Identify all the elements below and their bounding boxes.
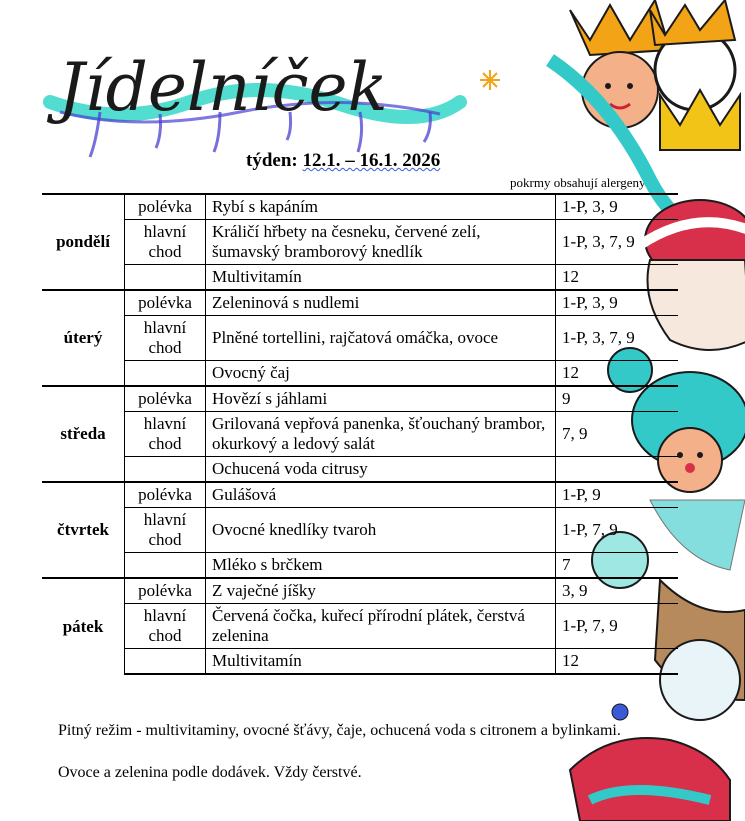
menu-row	[42, 220, 678, 265]
dish-name: Mléko s brčkem	[206, 553, 556, 579]
dish-name: Multivitamín	[206, 649, 556, 675]
menu-row	[42, 482, 678, 508]
course-type: polévka	[125, 578, 206, 604]
dish-name: Rybí s kapáním	[206, 194, 556, 220]
menu-row	[42, 290, 678, 316]
dish-name: Králičí hřbety na česneku, červené zelí, šumavský bramborový knedlík	[206, 220, 556, 265]
dish-name: Červená čočka, kuřecí přírodní plátek, čerstvá zelenina	[206, 604, 556, 649]
day-name: pondělí	[42, 194, 125, 290]
footer	[58, 720, 658, 804]
week-line	[246, 150, 440, 172]
course-type: hlavní chod	[125, 316, 206, 361]
allergens: 1-P, 3, 9	[556, 194, 679, 220]
course-type	[125, 649, 206, 675]
menu-table	[42, 193, 678, 675]
day-name: středa	[42, 386, 125, 482]
dish-name: Ovocný čaj	[206, 361, 556, 387]
allergens: 12	[556, 265, 679, 291]
dish-name: Hovězí s jáhlami	[206, 386, 556, 412]
day-name: čtvrtek	[42, 482, 125, 578]
dish-name: Gulášová	[206, 482, 556, 508]
allergens: 9	[556, 386, 679, 412]
menu-row	[42, 508, 678, 553]
course-type	[125, 361, 206, 387]
allergens: 12	[556, 361, 679, 387]
course-type	[125, 457, 206, 483]
allergens: 1-P, 3, 7, 9	[556, 220, 679, 265]
course-type: hlavní chod	[125, 220, 206, 265]
menu-row	[42, 457, 678, 483]
course-type: hlavní chod	[125, 412, 206, 457]
day-name: úterý	[42, 290, 125, 386]
menu-row	[42, 578, 678, 604]
menu-row	[42, 265, 678, 291]
allergens: 1-P, 9	[556, 482, 679, 508]
allergens: 7	[556, 553, 679, 579]
course-type: hlavní chod	[125, 508, 206, 553]
drinks-note: Pitný režim - multivitaminy, ovocné šťávy, čaje, ochucená voda s citronem a bylinkami.	[58, 722, 621, 739]
dish-name: Plněné tortellini, rajčatová omáčka, ovoce	[206, 316, 556, 361]
dish-name: Multivitamín	[206, 265, 556, 291]
dish-name: Ochucená voda citrusy	[206, 457, 556, 483]
title-text: Jídelníček	[58, 49, 388, 126]
week-prefix: týden:	[246, 150, 298, 171]
menu-row	[42, 316, 678, 361]
course-type	[125, 265, 206, 291]
allergens: 1-P, 7, 9	[556, 604, 679, 649]
menu-row	[42, 649, 678, 675]
course-type: polévka	[125, 194, 206, 220]
allergens: 3, 9	[556, 578, 679, 604]
menu-row	[42, 553, 678, 579]
dish-name: Zeleninová s nudlemi	[206, 290, 556, 316]
course-type: polévka	[125, 386, 206, 412]
allergens: 1-P, 7, 9	[556, 508, 679, 553]
allergens: 7, 9	[556, 412, 679, 457]
produce-note: Ovoce a zelenina podle dodávek. Vždy čerstvé.	[58, 764, 362, 781]
menu-row	[42, 386, 678, 412]
dish-name: Ovocné knedlíky tvaroh	[206, 508, 556, 553]
allergen-note: pokrmy obsahují alergeny	[510, 175, 646, 190]
dish-name: Grilovaná vepřová panenka, šťouchaný brambor, okurkový a ledový salát	[206, 412, 556, 457]
week-dates: 12.1. – 16.1. 2026	[302, 150, 441, 171]
menu-row	[42, 194, 678, 220]
menu-row	[42, 604, 678, 649]
menu-row	[42, 361, 678, 387]
course-type	[125, 553, 206, 579]
allergens: 12	[556, 649, 679, 675]
allergens: 1-P, 3, 9	[556, 290, 679, 316]
day-name: pátek	[42, 578, 125, 674]
course-type: hlavní chod	[125, 604, 206, 649]
sparkle-icon	[480, 70, 500, 90]
menu-row	[42, 412, 678, 457]
allergens	[556, 457, 679, 483]
course-type: polévka	[125, 482, 206, 508]
course-type: polévka	[125, 290, 206, 316]
allergens: 1-P, 3, 7, 9	[556, 316, 679, 361]
dish-name: Z vaječné jíšky	[206, 578, 556, 604]
